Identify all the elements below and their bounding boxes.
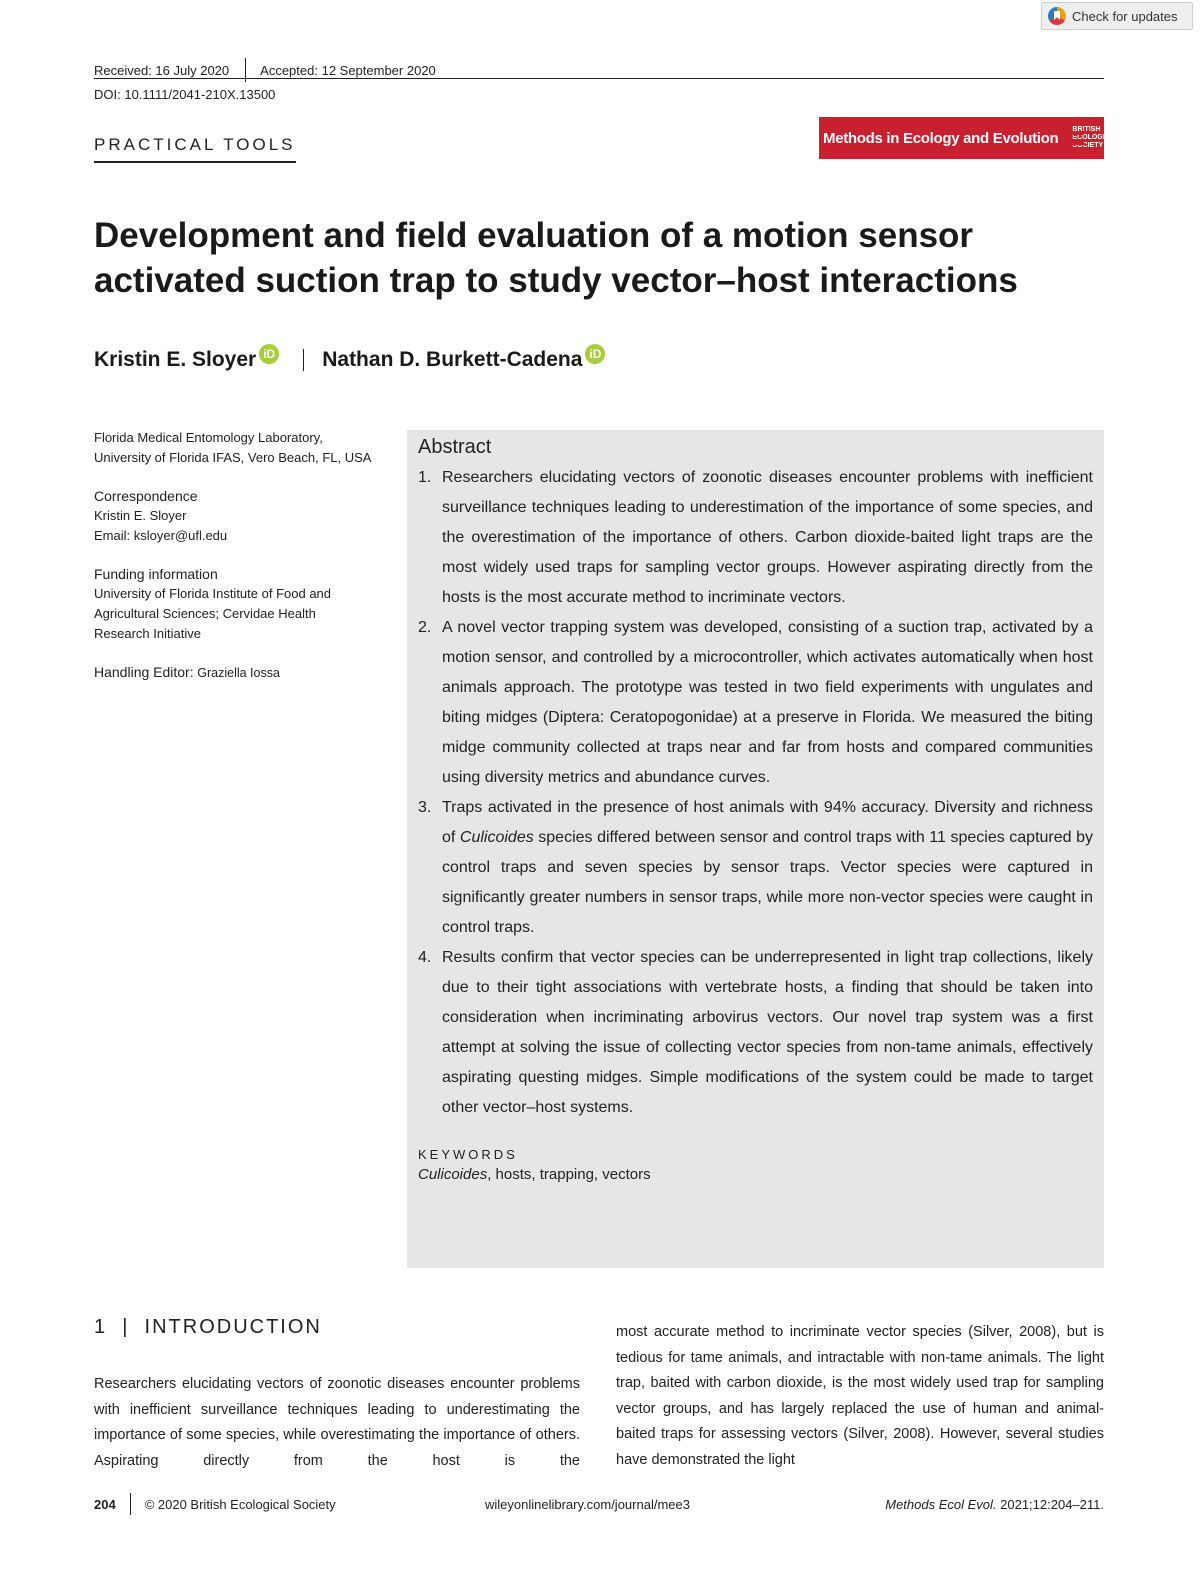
- abstract-heading: Abstract: [418, 436, 492, 458]
- society-name: BRITISH ECOLOGICAL SOCIETY: [1072, 126, 1120, 149]
- abstract-item: 3. Traps activated in the presence of host animals with 94% accuracy. Diversity and richness of Culicoides species differed between sensor and control traps with 11 species captured by control traps and seven species by sensor traps. Vector species were captured in significantly greater numbers in sensor traps, while more non-vector species were caught in control traps.: [418, 799, 1093, 936]
- divider: [130, 1493, 131, 1515]
- keywords-list: Culicoides, hosts, trapping, vectors: [418, 1166, 651, 1183]
- funding-text: University of Florida Institute of Food and Agricultural Sciences; Cervidae Health Research Initiative: [94, 586, 332, 641]
- editor-heading: Handling Editor:: [94, 664, 194, 680]
- article-title: Development and field evaluation of a motion sensor activated suction trap to study vector–host interactions: [94, 216, 1018, 300]
- editor-name: Graziella Iossa: [197, 666, 280, 680]
- affiliation: Florida Medical Entomology Laboratory, University of Florida IFAS, Vero Beach, FL, USA: [94, 430, 372, 465]
- crossmark-icon: [1048, 7, 1066, 25]
- header-rule: [94, 78, 1104, 79]
- orcid-icon[interactable]: iD: [259, 344, 279, 364]
- check-for-updates-button[interactable]: [1041, 2, 1193, 30]
- abstract-list: [418, 463, 1093, 1123]
- check-for-updates-label: Check for updates: [1072, 8, 1178, 24]
- section-heading: 1 | INTRODUCTION: [94, 1316, 322, 1338]
- body-text-left: Researchers elucidating vectors of zoonotic diseases encounter problems with inefficient surveillance techniques leading to underestimating the importance of some species, while overestimating the importance of others. Aspirating directly from the host is the: [94, 1376, 580, 1469]
- divider: [303, 349, 304, 371]
- citation: Methods Ecol Evol. 2021;12:204–211.: [885, 1496, 1104, 1512]
- author-list: [94, 348, 605, 372]
- received-date: Received: 16 July 2020: [94, 62, 230, 78]
- doi-link[interactable]: DOI: 10.1111/2041-210X.13500: [94, 87, 276, 102]
- abstract-item: 1. Researchers elucidating vectors of zoonotic diseases encounter problems with inefficient surveillance techniques leading to underestimation of the importance of some species, and the overestimation of the importance of others. Carbon dioxide-baited light traps are the most widely used traps for sampling vector groups. However aspirating directly from the hosts is the most accurate method to incriminate vectors.: [418, 469, 1093, 606]
- abstract-item: 4. Results confirm that vector species can be underrepresented in light trap collections, likely due to their tight associations with vertebrate hosts, a finding that should be taken into consideration when incriminating arbovirus vectors. Our novel trap system was a first attempt at solving the issue of collecting vector species from non-tame animals, effectively aspirating questing midges. Simple modifications of the system could be made to target other vector–host systems.: [418, 949, 1093, 1116]
- orcid-icon[interactable]: iD: [585, 344, 605, 364]
- handling-editor: [94, 662, 374, 683]
- accepted-date: Accepted: 12 September 2020: [260, 62, 436, 78]
- page-footer: [94, 1493, 1104, 1515]
- funding-heading: Funding information: [94, 566, 218, 582]
- funding-block: [94, 564, 374, 644]
- journal-url[interactable]: wileyonlinelibrary.com/journal/mee3: [485, 1496, 690, 1512]
- copyright: © 2020 British Ecological Society: [144, 1496, 336, 1512]
- body-text-right: most accurate method to incriminate vector species (Silver, 2008), but is tedious for tame animals, and intractable with non-tame animals. The light trap, baited with carbon dioxide, is the most widely used trap for sampling vector groups, and has largely replaced the use of human and animal-baited traps for assessing vectors (Silver, 2008). However, several studies have demonstrated the light: [616, 1324, 1104, 1468]
- journal-name: Methods in Ecology and Evolution: [823, 129, 1059, 147]
- keywords-heading: KEYWORDS: [418, 1147, 518, 1162]
- section-label: PRACTICAL TOOLS: [94, 135, 296, 163]
- abstract-item: 2. A novel vector trapping system was developed, consisting of a suction trap, activated by a motion sensor, and controlled by a microcontroller, which activates automatically when host animals approach. The prototype was tested in two field experiments with ungulates and biting midges (Diptera: Ceratopogonidae) at a preserve in Florida. We measured the biting midge community collected at traps near and far from hosts and compared communities using diversity metrics and abundance curves.: [418, 619, 1093, 786]
- correspondence-heading: Correspondence: [94, 488, 198, 504]
- author-name[interactable]: Nathan D. Burkett-Cadena: [322, 348, 583, 371]
- correspondence-block: [94, 486, 374, 546]
- article-info-sidebar: [94, 428, 374, 701]
- abstract-box: [407, 430, 1104, 1268]
- correspondence-email[interactable]: Email: ksloyer@ufl.edu: [94, 528, 228, 543]
- journal-logo: [819, 117, 1120, 159]
- author-name[interactable]: Kristin E. Sloyer: [94, 348, 257, 371]
- correspondence-name: Kristin E. Sloyer: [94, 508, 187, 523]
- page-number: 204: [94, 1496, 116, 1512]
